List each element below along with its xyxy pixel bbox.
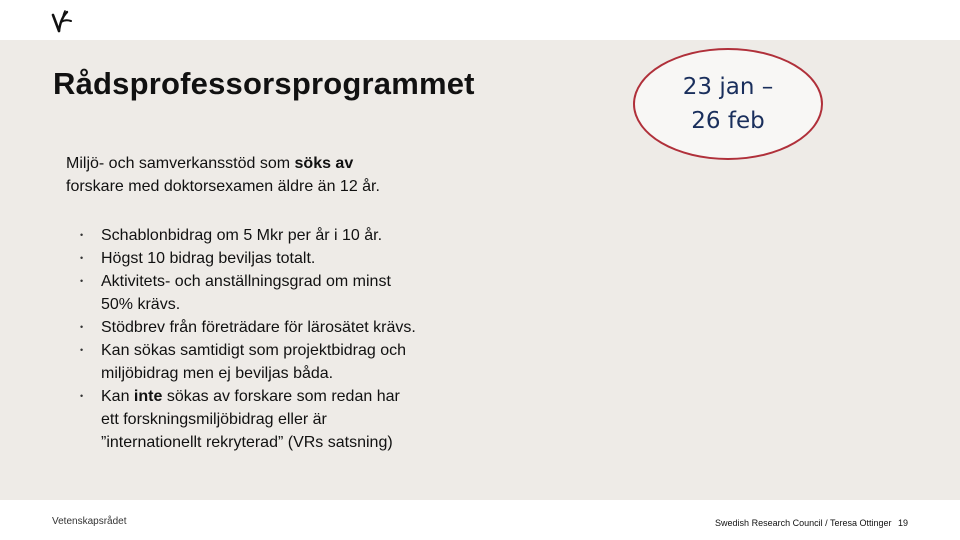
bullet-dot: • [80, 322, 84, 332]
bullet-item [80, 270, 480, 316]
bullet-text-line3: ”internationellt rekryterad” (VRs satsning) [101, 434, 393, 451]
bullet-dot: • [80, 253, 84, 263]
intro-text-1: Miljö- och samverkansstöd som [66, 155, 295, 172]
bullet-item [80, 247, 480, 270]
slide-title: Rådsprofessorsprogrammet [53, 66, 475, 101]
bullet-text-line2: 50% krävs. [101, 296, 181, 313]
bullet-text-line2: miljöbidrag men ej beviljas båda. [101, 365, 334, 382]
bullet-list [80, 224, 480, 454]
bullet-dot: • [80, 230, 84, 240]
bullet-dot: • [80, 391, 84, 401]
footer-credit [715, 518, 908, 528]
bullet-text-pre: Kan [101, 388, 134, 405]
bullet-text-line1: Kan sökas samtidigt som projektbidrag och [101, 342, 407, 359]
bullet-item [80, 339, 480, 385]
bullet-text-bold: inte [133, 388, 163, 405]
bullet-item [80, 385, 480, 454]
bullet-dot: • [80, 345, 84, 355]
page-number: 19 [897, 518, 908, 528]
bullet-text-post: sökas av forskare som redan har [162, 388, 400, 405]
vr-sprout-logo-icon [50, 9, 74, 35]
footer-credit-text: Swedish Research Council / Teresa Ottinger [715, 518, 892, 528]
date-range-circle [633, 48, 823, 160]
bullet-text: Högst 10 bidrag beviljas totalt. [101, 250, 316, 267]
bullet-text: Schablonbidrag om 5 Mkr per år i 10 år. [101, 227, 383, 244]
date-end: 26 feb [691, 108, 765, 134]
bullet-item [80, 224, 480, 247]
intro-text-2: forskare med doktorsexamen äldre än 12 år. [66, 178, 380, 195]
top-bar [0, 0, 960, 40]
date-start: 23 jan – [682, 74, 774, 100]
bullet-dot: • [80, 276, 84, 286]
bullet-text: Stödbrev från företrädare för lärosätet krävs. [101, 319, 416, 336]
intro-paragraph [66, 152, 466, 198]
footer-org-name: Vetenskapsrådet [52, 516, 127, 527]
bullet-text-line1: Aktivitets- och anställningsgrad om minst [101, 273, 391, 290]
intro-bold-text: söks av [294, 155, 354, 172]
bullet-text-line2: ett forskningsmiljöbidrag eller är [101, 411, 327, 428]
bullet-item [80, 316, 480, 339]
